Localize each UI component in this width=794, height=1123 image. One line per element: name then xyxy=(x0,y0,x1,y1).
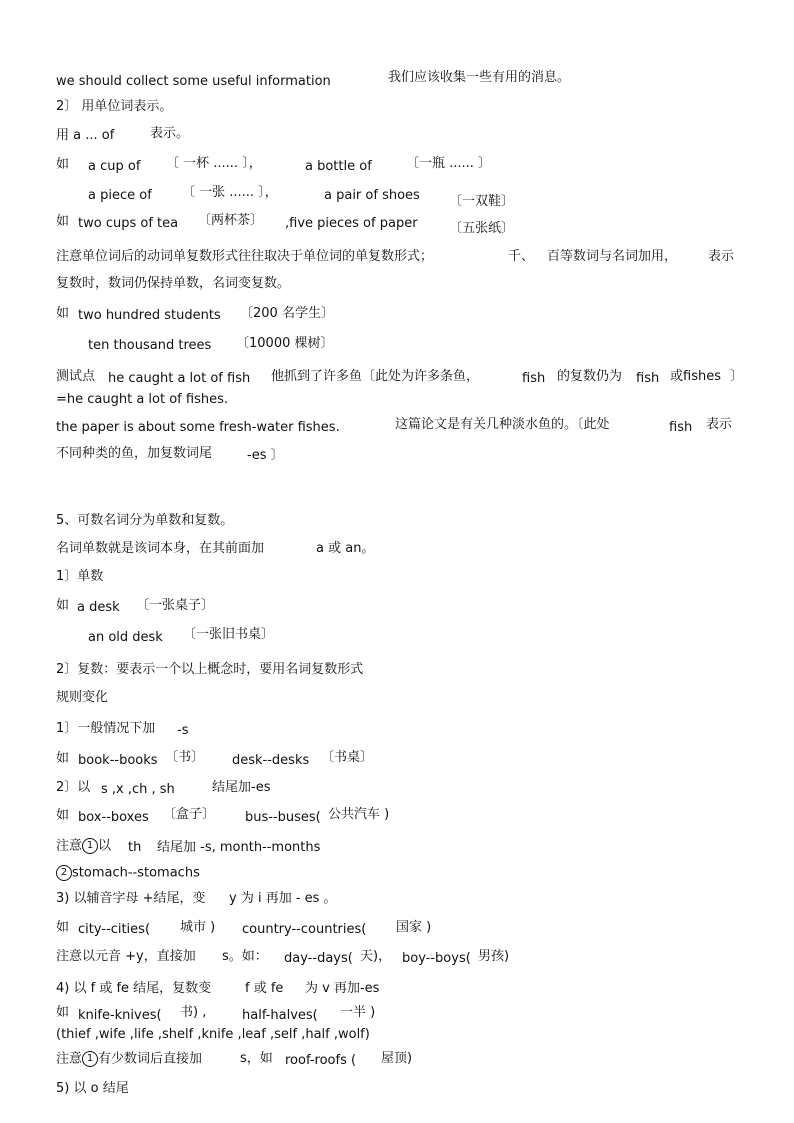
text-line: 如 xyxy=(56,214,70,229)
text-line: -es 〕 xyxy=(247,448,284,463)
text-line: 表示 xyxy=(706,417,733,432)
text-line: 如 xyxy=(56,598,70,613)
text-line: 〔两杯茶〕 xyxy=(198,213,264,228)
text-line: half-halves( xyxy=(242,1008,318,1023)
text-line: 如 xyxy=(56,751,70,766)
text-line: 〔一双鞋〕 xyxy=(449,194,515,209)
text-line: a cup of xyxy=(88,159,141,174)
text-line: f 或 fe xyxy=(245,981,284,996)
text-line: box--boxes xyxy=(78,810,149,825)
text-line: 用 a ... of xyxy=(56,128,115,143)
text-line: 〔一张旧书桌〕 xyxy=(183,627,275,642)
text-line: 1〕单数 xyxy=(56,569,104,584)
text-line: 公共汽车 ) xyxy=(328,807,390,822)
text-line: 规则变化 xyxy=(56,690,109,705)
text-line: a desk xyxy=(77,600,120,615)
text-line: 〕 xyxy=(730,369,744,384)
text-line: 注意单位词后的动词单复数形式往往取决于单位词的单复数形式； xyxy=(56,249,434,264)
text-line: 3) 以辅音字母 +结尾，变 xyxy=(56,891,206,906)
text-line: 5) 以 o 结尾 xyxy=(56,1081,129,1096)
text-line: the paper is about some fresh-water fishes. xyxy=(56,420,340,435)
circled-number: 1 xyxy=(82,1051,98,1067)
text-line: 他抓到了许多鱼〔此处为许多条鱼， xyxy=(271,369,480,384)
text-line: 百等数词与名词加用， xyxy=(547,249,678,264)
text-line: 结尾加 -s, month--months xyxy=(157,840,321,855)
text-line xyxy=(56,838,111,855)
text-line: 表示 xyxy=(708,249,735,264)
text-line: two hundred students xyxy=(78,308,221,323)
text-line xyxy=(56,865,200,882)
text-line: fish xyxy=(636,371,660,386)
text-line: 国家 ) xyxy=(396,920,432,935)
text-line: book--books xyxy=(78,753,158,768)
text-line: fish xyxy=(522,371,546,386)
text-line: fish xyxy=(669,420,693,435)
section-heading: 2〕 用单位词表示。 xyxy=(56,99,173,114)
text-line: 2〕以 xyxy=(56,780,91,795)
text-line: two cups of tea xyxy=(78,216,179,231)
text-line: s。如： xyxy=(222,949,268,964)
text-line: 4) 以 f 或 fe 结尾，复数变 xyxy=(56,981,212,996)
text-line: a piece of xyxy=(88,188,152,203)
text-line: a pair of shoes xyxy=(324,188,420,203)
text-line: 如 xyxy=(56,808,70,823)
text-line: 不同种类的鱼，加复数词尾 xyxy=(56,446,213,461)
text-line: a 或 an。 xyxy=(316,541,375,556)
text-line: 天)， xyxy=(360,949,392,964)
section-heading: 5、可数名词分为单数和复数。 xyxy=(56,513,234,528)
text-line: 〔书〕 xyxy=(165,750,205,765)
text-line: 表示。 xyxy=(150,126,190,141)
text-line: 名词单数就是该词本身，在其前面加 xyxy=(56,541,265,556)
text-line: th xyxy=(128,840,142,855)
text-line: 〔 一杯 ...... 〕， xyxy=(166,156,262,171)
text-line: boy--boys( xyxy=(402,951,471,966)
text-line: he caught a lot of fish xyxy=(108,371,251,386)
text-line: ten thousand trees xyxy=(88,338,212,353)
text-line: 〔10000 棵树〕 xyxy=(236,336,334,351)
text-line: =he caught a lot of fishes. xyxy=(56,392,228,407)
text-line: 结尾加-es xyxy=(212,780,271,795)
text-line: a bottle of xyxy=(305,159,372,174)
text-segment: 注意 xyxy=(56,838,83,854)
text-segment: stomach--stomachs xyxy=(72,865,200,881)
text-line: desk--desks xyxy=(232,753,310,768)
text-line: 或fishes xyxy=(670,369,721,384)
example-sentence-en: we should collect some useful information xyxy=(56,74,331,89)
text-line: 如 xyxy=(56,1005,70,1020)
text-line: 1〕一般情况下加 xyxy=(56,721,156,736)
text-line: 注意以元音 +y，直接加 xyxy=(56,949,196,964)
text-line: s，如 xyxy=(240,1051,273,1066)
text-line: 〔 一张 ...... 〕， xyxy=(182,185,278,200)
text-line: 〔书桌〕 xyxy=(321,750,374,765)
circled-number: 2 xyxy=(56,865,72,881)
text-line: roof-roofs ( xyxy=(285,1053,357,1068)
text-line: 〔五张纸〕 xyxy=(449,221,515,236)
text-line: 如 xyxy=(56,157,70,172)
text-line: 复数时，数词仍保持单数，名词变复数。 xyxy=(56,276,291,291)
text-line: s ,x ,ch , sh xyxy=(101,782,175,797)
text-line: 2〕复数：要表示一个以上概念时，要用名词复数形式 xyxy=(56,662,364,677)
text-line: 〔盒子〕 xyxy=(163,807,216,822)
text-line: 城市 ) xyxy=(180,920,216,935)
text-line: ,five pieces of paper xyxy=(285,216,418,231)
text-line: 为 v 再加-es xyxy=(305,981,380,996)
text-line: 这篇论文是有关几种淡水鱼的。〔此处 xyxy=(395,417,610,432)
text-line: 如 xyxy=(56,306,70,321)
text-line: (thief ,wife ,life ,shelf ,knife ,leaf ,self ,half ,wolf) xyxy=(56,1027,370,1042)
text-line: knife-knives( xyxy=(78,1008,162,1023)
text-line: 〔一瓶 ...... 〕 xyxy=(406,156,492,171)
text-line: 〔一张桌子〕 xyxy=(136,598,215,613)
text-segment: 以 xyxy=(98,838,112,854)
text-line: day--days( xyxy=(284,951,353,966)
text-segment: 有少数词后直接加 xyxy=(98,1051,203,1067)
text-line: 书) , xyxy=(180,1005,207,1020)
text-line: bus--buses( xyxy=(245,810,321,825)
circled-number: 1 xyxy=(82,838,98,854)
text-line: 的复数仍为 xyxy=(557,369,623,384)
text-line xyxy=(56,1051,202,1068)
text-line: -s xyxy=(177,723,189,738)
text-line: city--cities( xyxy=(78,922,151,937)
text-line: 〔200 名学生〕 xyxy=(240,306,334,321)
text-line: an old desk xyxy=(88,630,163,645)
text-line: 如 xyxy=(56,920,70,935)
example-sentence-zh: 我们应该收集一些有用的消息。 xyxy=(388,70,571,85)
text-line: 千、 xyxy=(508,249,535,264)
text-line: y 为 i 再加 - es 。 xyxy=(229,891,337,906)
text-line: 测试点 xyxy=(56,369,96,384)
text-line: 一半 ) xyxy=(340,1005,376,1020)
text-line: 屋顶) xyxy=(381,1051,413,1066)
text-line: 男孩) xyxy=(478,949,510,964)
text-line: country--countries( xyxy=(242,922,367,937)
text-segment: 注意 xyxy=(56,1051,83,1067)
